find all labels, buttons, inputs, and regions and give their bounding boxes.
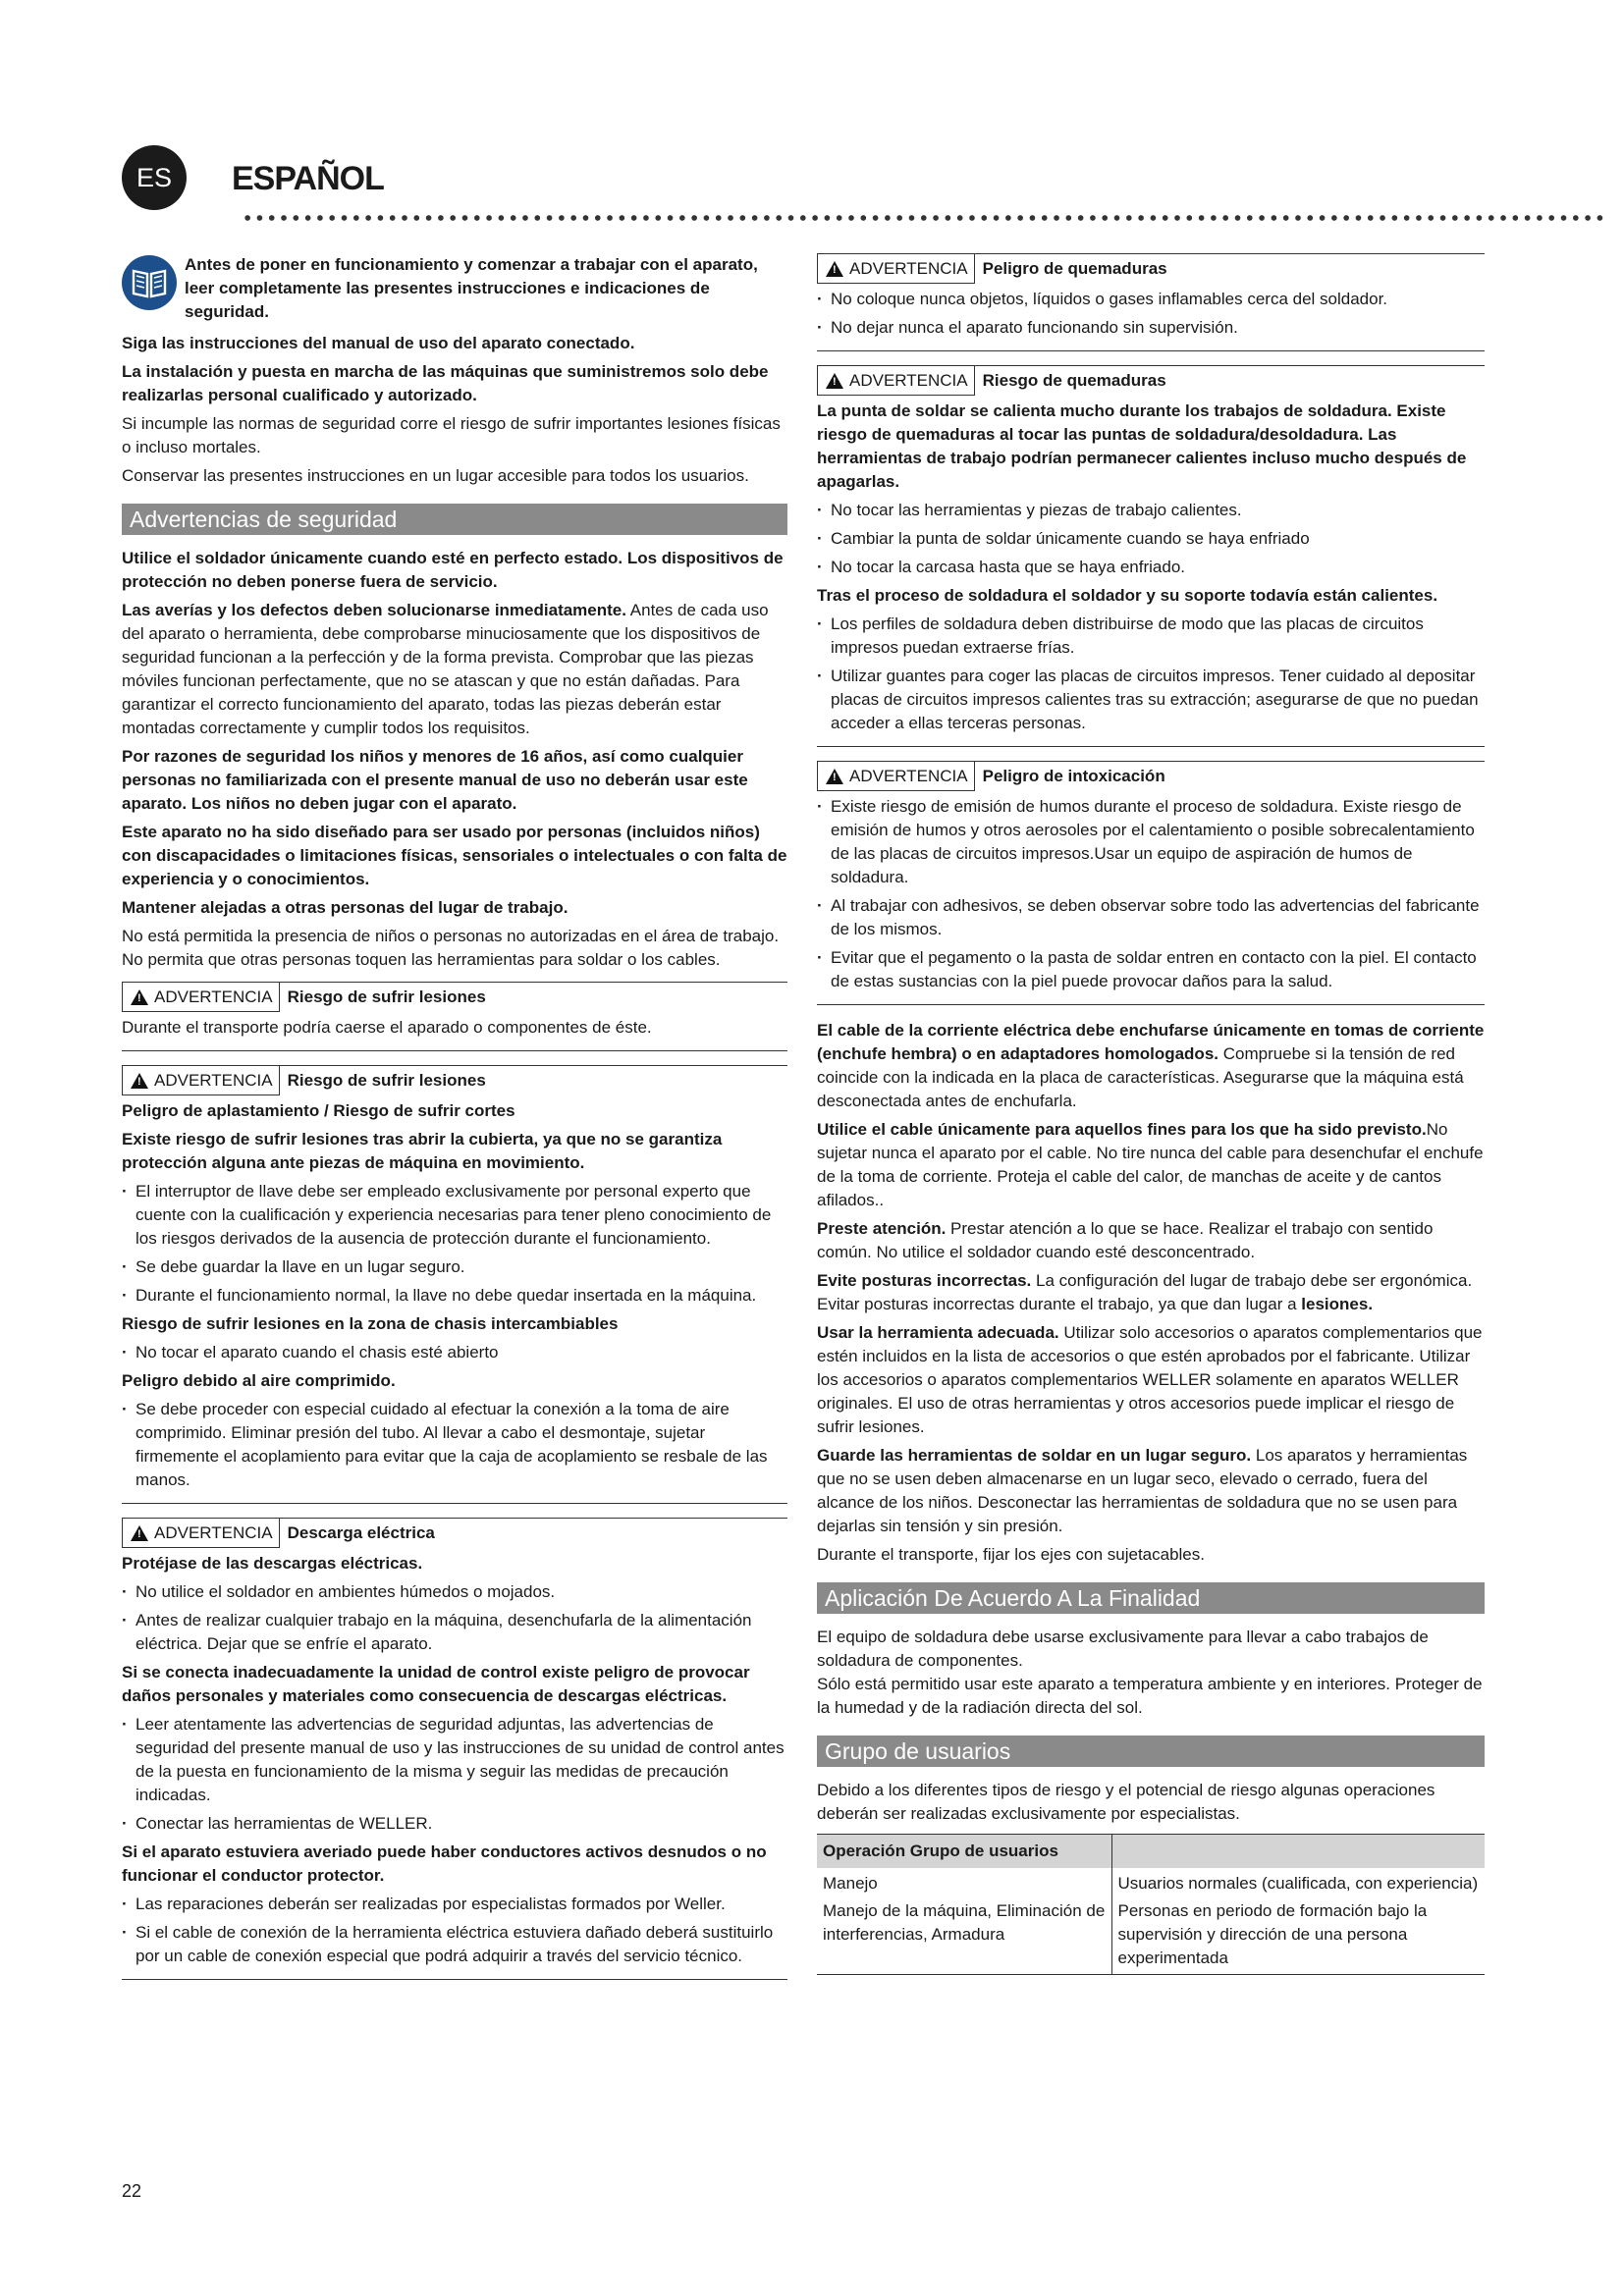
warning-title: Riesgo de sufrir lesiones bbox=[287, 988, 486, 1006]
bold-text: lesiones. bbox=[1301, 1295, 1374, 1313]
bold-lead: Guarde las herramientas de soldar en un lugar seguro. bbox=[817, 1446, 1252, 1465]
warning-box bbox=[817, 253, 1485, 351]
table-cell bbox=[817, 1868, 1111, 1975]
warning-label: ADVERTENCIA bbox=[154, 1070, 273, 1090]
warning-triangle-icon bbox=[131, 1525, 148, 1541]
warning-title: Peligro de quemaduras bbox=[982, 259, 1167, 278]
bold-lead: Utilice el cable únicamente para aquellos fines para los que ha sido previsto. bbox=[817, 1120, 1427, 1139]
bold-lead: Preste atención. bbox=[817, 1219, 947, 1238]
list-item: · Utilizar guantes para coger las placas de circuitos impresos. Tener cuidado al depositar placas de circuitos impresos calientes tras su extracción; asegurarse de que no puedan acceder a ellas terceras personas. bbox=[817, 665, 1485, 735]
paragraph bbox=[817, 1019, 1485, 1113]
warning-subheading: La punta de soldar se calienta mucho durante los trabajos de soldadura. Existe riesgo de quemaduras al tocar las puntas de soldadura/desoldadura. Las herramientas de trabajo podrían permanecer calientes incluso mucho después de apagarlas. bbox=[817, 401, 1467, 491]
list-item: · No utilice el soldador en ambientes húmedos o mojados. bbox=[122, 1580, 787, 1604]
warning-title: Riesgo de quemaduras bbox=[982, 371, 1166, 390]
warning-subheading: Existe riesgo de sufrir lesiones tras abrir la cubierta, ya que no se garantiza protección alguna ante piezas de máquina en movimiento. bbox=[122, 1130, 723, 1172]
paragraph: No está permitida la presencia de niños o personas no autorizadas en el área de trabajo. No permita que otras personas toquen las herramientas para soldar o los cables. bbox=[122, 927, 780, 969]
warning-label: ADVERTENCIA bbox=[154, 1522, 273, 1542]
bold-lead: Evite posturas incorrectas. bbox=[817, 1271, 1032, 1290]
paragraph bbox=[817, 1217, 1485, 1264]
text: Utilizar solo accesorios o aparatos complementarios que estén incluidos en la lista de accesorios o que estén aprobados por el fabricante. Utilizar los accesorios o aparatos complementarios WELLER solamente en aparatos WELLER originales. El uso de otras herramientas y otros accesorios puede implicar el riesgo de sufrir lesiones. bbox=[817, 1323, 1483, 1436]
warning-subheading: Tras el proceso de soldadura el soldador y su soporte todavía están calientes. bbox=[817, 586, 1438, 605]
warning-subheading: Protéjase de las descargas eléctricas. bbox=[122, 1554, 423, 1573]
bullet-list bbox=[817, 795, 1485, 993]
list-item: · Durante el funcionamiento normal, la llave no debe quedar insertada en la máquina. bbox=[122, 1284, 787, 1308]
warning-triangle-icon bbox=[826, 373, 843, 389]
text: Antes de cada uso del aparato o herramienta, debe comprobarse minuciosamente que los dispositivos de seguridad funcionan a la perfección y de la forma prevista. Comprobar que las piezas móviles funcionan perfectamente, que no se atascan y que no están dañadas. Para garantizar el correcto funcionamiento del aparato, todas las piezas deberán estar montadas correctamente y cumplir todos los requisitos. bbox=[122, 601, 769, 737]
warning-tag bbox=[122, 1519, 280, 1548]
paragraph: Debido a los diferentes tipos de riesgo y el potencial de riesgo algunas operaciones deberán ser realizadas exclusivamente por especialistas. bbox=[817, 1781, 1435, 1823]
list-item: · Cambiar la punta de soldar únicamente cuando se haya enfriado bbox=[817, 527, 1485, 551]
warning-subheading: Peligro debido al aire comprimido. bbox=[122, 1371, 396, 1390]
bold-lead: Usar la herramienta adecuada. bbox=[817, 1323, 1059, 1342]
warning-label: ADVERTENCIA bbox=[849, 766, 968, 785]
cell-text: Manejo bbox=[823, 1873, 878, 1893]
warning-text: Durante el transporte podría caerse el aparado o componentes de éste. bbox=[122, 1018, 652, 1037]
table-header-cell bbox=[1111, 1835, 1485, 1868]
bullet-list bbox=[122, 1580, 787, 1656]
list-item: · Evitar que el pegamento o la pasta de soldar entren en contacto con la piel. El contacto de estas sustancias con la piel puede provocar daños para la salud. bbox=[817, 946, 1485, 993]
paragraph: Siga las instrucciones del manual de uso del aparato conectado. bbox=[122, 334, 635, 352]
warning-header bbox=[817, 762, 1485, 791]
warning-box bbox=[122, 1065, 787, 1504]
warning-header bbox=[122, 1066, 787, 1095]
table-cell bbox=[1111, 1868, 1485, 1975]
warning-box bbox=[122, 982, 787, 1051]
warning-tag bbox=[122, 983, 280, 1012]
warning-subheading: Si se conecta inadecuadamente la unidad de control existe peligro de provocar daños personales y materiales como consecuencia de descargas eléctricas. bbox=[122, 1663, 750, 1705]
list-item: · Antes de realizar cualquier trabajo en la máquina, desenchufarla de la alimentación eléctrica. Dejar que se enfríe el aparato. bbox=[122, 1609, 787, 1656]
table-header-cell: Operación Grupo de usuarios bbox=[817, 1835, 1111, 1868]
paragraph: Por razones de seguridad los niños y menores de 16 años, así como cualquier personas no familiarizada con el presente manual de uso no deberán usar este aparato. Los niños no deben jugar con el aparato. bbox=[122, 747, 748, 813]
user-group-table bbox=[817, 1834, 1485, 1975]
table-header-row bbox=[817, 1835, 1485, 1868]
paragraph: Mantener alejadas a otras personas del lugar de trabajo. bbox=[122, 898, 568, 917]
warning-tag bbox=[122, 1066, 280, 1095]
bold-lead: Las averías y los defectos deben solucionarse inmediatamente. bbox=[122, 601, 626, 619]
language-title: ESPAÑOL bbox=[232, 160, 384, 197]
bold-lead: El cable de la corriente eléctrica debe enchufarse únicamente en tomas de corriente (enchufe hembra) o en adaptadores homologados. bbox=[817, 1021, 1485, 1063]
bullet-list bbox=[817, 613, 1485, 735]
warning-title: Descarga eléctrica bbox=[287, 1523, 435, 1542]
paragraph bbox=[817, 1321, 1485, 1439]
list-item: · No tocar el aparato cuando el chasis esté abierto bbox=[122, 1341, 787, 1364]
section-heading-application: Aplicación De Acuerdo A La Finalidad bbox=[817, 1582, 1485, 1614]
bullet-list bbox=[122, 1893, 787, 1968]
warning-header bbox=[817, 366, 1485, 396]
warning-box bbox=[817, 365, 1485, 747]
text: Compruebe si la tensión de red coincide con la indicada en la placa de características. Asegurarse que la máquina está desconectada antes de enchufarla. bbox=[817, 1044, 1464, 1110]
warning-triangle-icon bbox=[131, 989, 148, 1005]
paragraph bbox=[817, 1269, 1485, 1316]
paragraph: El equipo de soldadura debe usarse exclusivamente para llevar a cabo trabajos de soldadura de componentes. bbox=[817, 1628, 1429, 1670]
bullet-list bbox=[122, 1398, 787, 1492]
bullet-list bbox=[122, 1180, 787, 1308]
cell-text: Personas en periodo de formación bajo la supervisión y dirección de una persona experimentada bbox=[1117, 1900, 1428, 1967]
warning-subheading: Peligro de aplastamiento / Riesgo de sufrir cortes bbox=[122, 1101, 515, 1120]
text: No sujetar nunca el aparato por el cable. No tire nunca del cable para desenchufar el enchufe de la toma de corriente. Proteja el cable del calor, de manchas de aceite y de cantos afilados.. bbox=[817, 1120, 1484, 1209]
warning-box bbox=[817, 761, 1485, 1005]
cell-text: Manejo de la máquina, Eliminación de interferencias, Armadura bbox=[823, 1900, 1106, 1944]
paragraph bbox=[817, 1444, 1485, 1538]
list-item: · Si el cable de conexión de la herramienta eléctrica estuviera dañado deberá sustituirlo por un cable de conexión especial que podrá adquirir a través del servicio técnico. bbox=[122, 1921, 787, 1968]
table-row bbox=[817, 1868, 1485, 1975]
warning-triangle-icon bbox=[826, 769, 843, 784]
page-number: 22 bbox=[122, 2181, 142, 2201]
list-item: · No dejar nunca el aparato funcionando sin supervisión. bbox=[817, 316, 1485, 340]
list-item: · No tocar las herramientas y piezas de trabajo calientes. bbox=[817, 499, 1485, 522]
warning-header bbox=[122, 1519, 787, 1548]
bullet-list bbox=[817, 288, 1485, 340]
text: Los aparatos y herramientas que no se usen deben almacenarse en un lugar seco, elevado o cerrado, fuera del alcance de los niños. Desconectar las herramientas de soldadura que no se usen para dejarlas sin tensión y sin presión. bbox=[817, 1446, 1468, 1535]
list-item: · Leer atentamente las advertencias de seguridad adjuntas, las advertencias de seguridad del presente manual de uso y las instrucciones de su unidad de control antes de la puesta en funcionamiento de la misma y seguir las medidas de precaución indicadas. bbox=[122, 1713, 787, 1807]
bullet-list bbox=[122, 1713, 787, 1836]
warning-subheading: Si el aparato estuviera averiado puede haber conductores activos desnudos o no funcionar el conductor protector. bbox=[122, 1842, 767, 1885]
list-item: · Los perfiles de soldadura deben distribuirse de modo que las placas de circuitos impresos puedan extraerse frías. bbox=[817, 613, 1485, 660]
warning-tag bbox=[817, 762, 975, 791]
list-item: · Se debe guardar la llave en un lugar seguro. bbox=[122, 1255, 787, 1279]
list-item: · Las reparaciones deberán ser realizadas por especialistas formados por Weller. bbox=[122, 1893, 787, 1916]
list-item: · Conectar las herramientas de WELLER. bbox=[122, 1812, 787, 1836]
paragraph bbox=[122, 599, 787, 740]
bullet-list bbox=[122, 1341, 787, 1364]
paragraph: Conservar las presentes instrucciones en un lugar accesible para todos los usuarios. bbox=[122, 466, 749, 485]
list-item: · Al trabajar con adhesivos, se deben observar sobre todo las advertencias del fabricante de los mismos. bbox=[817, 894, 1485, 941]
warning-title: Peligro de intoxicación bbox=[982, 767, 1165, 785]
warning-triangle-icon bbox=[826, 261, 843, 277]
warning-header bbox=[122, 983, 787, 1012]
list-item: · Existe riesgo de emisión de humos durante el proceso de soldadura. Existe riesgo de emisión de humos y otros aerosoles por el calentamiento o posible sobrecalentamiento de las placas de circuitos impresos.Usar un equipo de aspiración de humos de soldadura. bbox=[817, 795, 1485, 889]
text: Prestar atención a lo que se hace. Realizar el trabajo con sentido común. No utilice el soldador cuando esté desconcentrado. bbox=[817, 1219, 1434, 1261]
warning-subheading: Riesgo de sufrir lesiones en la zona de chasis intercambiables bbox=[122, 1314, 619, 1333]
warning-label: ADVERTENCIA bbox=[849, 370, 968, 390]
language-badge: ES bbox=[122, 145, 187, 210]
paragraph: Si incumple las normas de seguridad corre el riesgo de sufrir importantes lesiones físicas o incluso mortales. bbox=[122, 414, 781, 456]
list-item: · No coloque nunca objetos, líquidos o gases inflamables cerca del soldador. bbox=[817, 288, 1485, 311]
left-column bbox=[122, 253, 787, 1994]
warning-tag bbox=[817, 254, 975, 284]
warning-box bbox=[122, 1518, 787, 1980]
intro-block bbox=[122, 253, 787, 326]
list-item: · No tocar la carcasa hasta que se haya enfriado. bbox=[817, 556, 1485, 579]
warning-title: Riesgo de sufrir lesiones bbox=[287, 1071, 486, 1090]
page-header bbox=[122, 145, 1485, 224]
paragraph: Sólo está permitido usar este aparato a temperatura ambiente y en interiores. Proteger de la humedad y de la radiación directa del sol. bbox=[817, 1675, 1483, 1717]
bullet-list bbox=[817, 499, 1485, 579]
text: La configuración del lugar de trabajo debe ser ergonómica. Evitar posturas incorrectas durante el trabajo, ya que dan lugar a bbox=[817, 1271, 1473, 1313]
warning-triangle-icon bbox=[131, 1073, 148, 1089]
warning-header bbox=[817, 254, 1485, 284]
paragraph: Durante el transporte, fijar los ejes con sujetacables. bbox=[817, 1545, 1205, 1564]
paragraph: La instalación y puesta en marcha de las máquinas que suministremos solo debe realizarlas personal cualificado y autorizado. bbox=[122, 362, 769, 404]
list-item: · Se debe proceder con especial cuidado al efectuar la conexión a la toma de aire comprimido. Eliminar presión del tubo. Al llevar a cabo el desmontaje, sujetar firmemente el acoplamiento para evitar que la caja de acoplamiento se resbale de las manos. bbox=[122, 1398, 787, 1492]
section-heading-users: Grupo de usuarios bbox=[817, 1735, 1485, 1767]
intro-text: Antes de poner en funcionamiento y comenzar a trabajar con el aparato, leer completamente las presentes instrucciones e indicaciones de seguridad. bbox=[185, 255, 758, 321]
paragraph: Este aparato no ha sido diseñado para ser usado por personas (incluidos niños) con discapacidades o limitaciones físicas, sensoriales o intelectuales o con falta de experiencia y o conocimientos. bbox=[122, 823, 787, 888]
warning-label: ADVERTENCIA bbox=[849, 258, 968, 278]
paragraph bbox=[817, 1118, 1485, 1212]
list-item: · El interruptor de llave debe ser empleado exclusivamente por personal experto que cuente con la cualificación y experiencia necesarias para tener pleno conocimiento de los riesgos derivados de la ausencia de protección durante el funcionamiento. bbox=[122, 1180, 787, 1251]
manual-book-icon bbox=[122, 255, 177, 310]
section-heading-safety: Advertencias de seguridad bbox=[122, 504, 787, 535]
dotted-divider bbox=[242, 214, 1606, 222]
paragraph: Utilice el soldador únicamente cuando esté en perfecto estado. Los dispositivos de protección no deben ponerse fuera de servicio. bbox=[122, 549, 784, 591]
right-column bbox=[817, 253, 1485, 1975]
cell-text: Usuarios normales (cualificada, con experiencia) bbox=[1117, 1873, 1479, 1893]
warning-tag bbox=[817, 366, 975, 396]
warning-label: ADVERTENCIA bbox=[154, 987, 273, 1006]
